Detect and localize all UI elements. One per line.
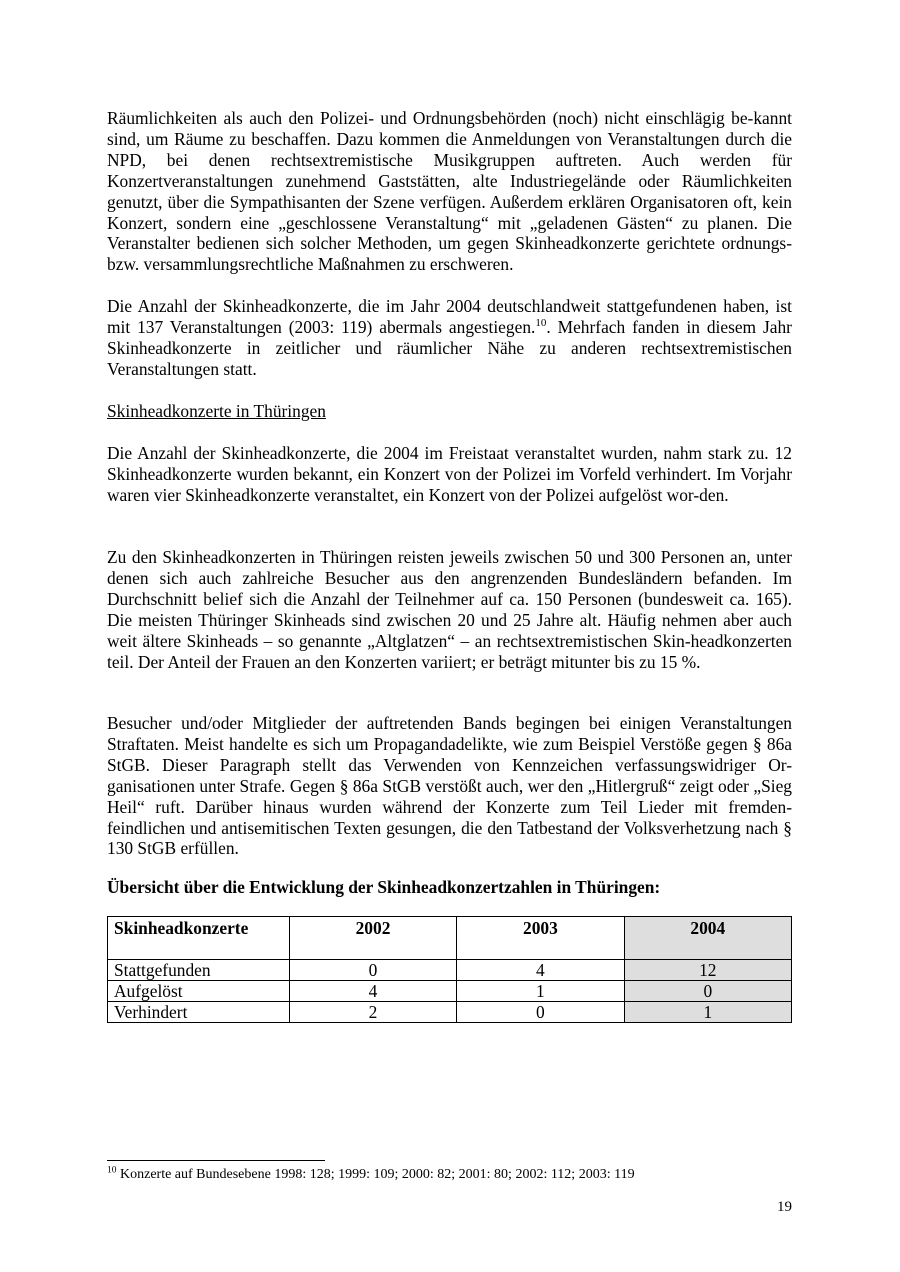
table-cell: 4 [289, 981, 456, 1002]
table-cell: Verhindert [108, 1002, 290, 1023]
paragraph-offenses: Besucher und/oder Mitglieder der auftretenden Bands begingen bei einigen Veranstaltungen Straftaten. Meist handelte es sich um Propagandadelikte, wie zum Beispiel Verstöße gegen § 86a StGB. Dieser Paragraph stellt das Verwenden von Kennzeichen verfassungswidriger Or-ganisationen unter Strafe. Gegen § 86a StGB verstößt auch, wer den „Hitlergruß“ zeigt oder „Sieg Heil“ ruft. Darüber hinaus wurden während der Konzerte zum Teil Lieder mit fremden-feindlichen und antisemitischen Texten gesungen, die den Tatbestand der Volksverhetzung nach § 130 StGB erfüllen. [107, 713, 792, 859]
table-heading: Übersicht über die Entwicklung der Skinheadkonzertzahlen in Thüringen: [107, 877, 661, 897]
table-header-cell: 2003 [457, 917, 624, 960]
table-row [108, 981, 792, 1002]
table-cell-highlighted: 1 [624, 1002, 791, 1023]
paragraph-venues: Räumlichkeiten als auch den Polizei- und Ordnungsbehörden (noch) nicht einschlägig be-kannt sind, um Räume zu beschaffen. Dazu kommen die Anmeldungen von Veranstaltungen durch die NPD, bei denen rechtsextremistische Musikgruppen auftreten. Auch werden für Konzertveranstaltungen zunehmend Gaststätten, alte Industriegelände oder Räumlichkeiten genutzt, über die Sympathisanten der Szene verfügen. Außerdem erklären Organisatoren oft, kein Konzert, sondern eine „geschlossene Veranstaltung“ mit „geladenen Gästen“ zu planen. Die Veranstalter bedienen sich solcher Methoden, um gegen Skinheadkonzerte gerichtete ordnungs- bzw. versammlungsrechtliche Maßnahmen zu erschweren. [107, 108, 792, 275]
table-header-cell-highlighted: 2004 [624, 917, 791, 960]
table-cell: Stattgefunden [108, 960, 290, 981]
table-cell: 0 [289, 960, 456, 981]
paragraph-attendance: Zu den Skinheadkonzerten in Thüringen reisten jeweils zwischen 50 und 300 Personen an, unter denen sich auch zahlreiche Besucher aus den angrenzenden Bundesländern befanden. Im Durchschnitt belief sich die Anzahl der Teilnehmer auf ca. 150 Personen (bundesweit ca. 165). Die meisten Thüringer Skinheads sind zwischen 20 und 25 Jahre alt. Häufig nehmen aber auch weit ältere Skinheads – so genannte „Altglatzen“ – an rechtsextremistischen Skin-headkonzerten teil. Der Anteil der Frauen an den Konzerten variiert; er beträgt mitunter bis zu 15 %. [107, 547, 792, 672]
table-cell: Aufgelöst [108, 981, 290, 1002]
paragraph-national-count [107, 296, 792, 380]
paragraph-national-count-text: Die Anzahl der Skinheadkonzerte, die im Jahr 2004 deutschlandweit stattgefundenen haben, ist mit 137 Veranstaltungen (2003: 119) abermals angestiegen. [107, 296, 792, 337]
paragraph-thuringia-count: Die Anzahl der Skinheadkonzerte, die 2004 im Freistaat veranstaltet wurden, nahm stark zu. 12 Skinheadkonzerte wurden bekannt, ein Konzert von der Polizei im Vorfeld verhindert. Im Vorjahr waren vier Skinheadkonzerte veranstaltet, ein Konzert von der Polizei aufgelöst wor-den. [107, 443, 792, 505]
table-cell-highlighted: 12 [624, 960, 791, 981]
table-header-cell: 2002 [289, 917, 456, 960]
table-cell-highlighted: 0 [624, 981, 791, 1002]
subheading: Skinheadkonzerte in Thüringen [107, 401, 326, 421]
table-cell: 2 [289, 1002, 456, 1023]
table-cell: 0 [457, 1002, 624, 1023]
table-header-row [108, 917, 792, 960]
table-row [108, 960, 792, 981]
footnote-number: 10 [107, 1165, 117, 1176]
paragraph-national-count-text-2: . Mehrfach fanden in diesem Jahr Skinheadkonzerte in zeitlicher und räumlicher Nähe zu anderen rechtsextremistischen Veranstaltungen statt. [107, 316, 792, 379]
footnote-text: Konzerte auf Bundesebene 1998: 128; 1999: 109; 2000: 82; 2001: 80; 2002: 112; 2003: 119 [116, 1167, 635, 1182]
table-cell: 4 [457, 960, 624, 981]
footnote-reference: 10 [535, 317, 547, 330]
table-header-cell: Skinheadkonzerte [108, 917, 290, 960]
concert-statistics-table [107, 916, 792, 1023]
table-cell: 1 [457, 981, 624, 1002]
table-row [108, 1002, 792, 1023]
page-number: 19 [777, 1199, 792, 1215]
footnote-divider [107, 1160, 325, 1161]
footnote [107, 1166, 635, 1184]
